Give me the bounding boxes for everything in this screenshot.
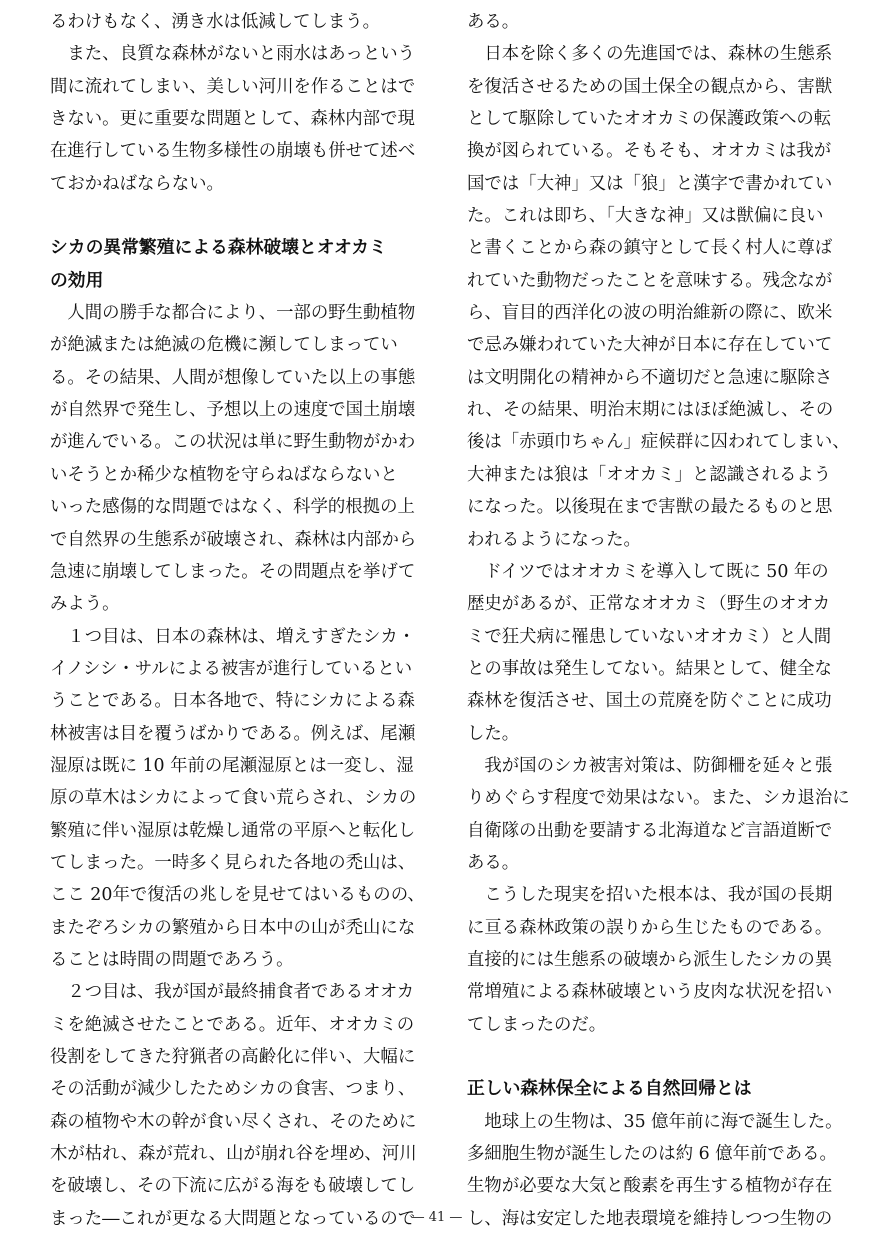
text-line: ドイツではオオカミを導入して既に 50 年の: [467, 561, 829, 582]
text-line: ておかねばならない。: [50, 173, 224, 194]
text-line: 人間の勝手な都合により、一部の野生動植物: [50, 303, 416, 324]
text-line: との事故は発生してない。結果として、健全な: [467, 658, 832, 679]
text-line: ら、盲目的西洋化の波の明治維新の際に、欧米: [467, 303, 833, 324]
text-line: を破壊し、その下流に広がる海をも破壊してし: [50, 1176, 416, 1197]
text-line: に亘る森林政策の誤りから生じたものである。: [467, 917, 833, 938]
text-line: 生物が必要な大気と酸素を再生する植物が存在: [467, 1176, 833, 1197]
text-line: うことである。日本各地で、特にシカによる森: [50, 691, 415, 712]
text-line: 日本を除く多くの先進国では、森林の生態系: [467, 44, 833, 65]
text-line: 原の草木はシカによって食い荒らされ、シカの: [50, 788, 417, 809]
text-line: 歴史があるが、正常なオオカミ（野生のオオカ: [467, 594, 831, 615]
text-line: 大神または狼は「オオカミ」と認識されるよう: [467, 464, 832, 485]
text-line: した。: [467, 723, 520, 744]
text-line: 後は「赤頭巾ちゃん」症候群に囚われてしまい、: [467, 432, 850, 453]
left-column: [50, 6, 425, 1235]
text-line: 我が国のシカ被害対策は、防御柵を延々と張: [467, 755, 833, 776]
page-number: — 41 —: [411, 1210, 463, 1225]
section-heading-line: シカの異常繁殖による森林破壊とオオカミ: [50, 237, 387, 259]
text-line: 間に流れてしまい、美しい河川を作ることはで: [50, 76, 416, 97]
text-line: てしまったのだ。: [467, 1014, 607, 1035]
text-line: こうした現実を招いた根本は、我が国の長期: [467, 885, 833, 906]
text-line: いそうとか稀少な植物を守らねばならないと: [50, 464, 398, 485]
text-line: またぞろシカの繁殖から日本中の山が禿山にな: [50, 917, 416, 938]
text-line: れていた動物だったことを意味する。残念なが: [467, 270, 833, 291]
text-line: ミを絶滅させたことである。近年、オオカミの: [50, 1014, 415, 1035]
text-line: また、良質な森林がないと雨水はあっという: [50, 44, 416, 65]
text-line: は文明開化の精神から不適切だと急速に駆除さ: [467, 367, 833, 388]
text-line: で自然界の生態系が破壊され、森林は内部から: [50, 529, 417, 550]
text-line: 森の植物や木の幹が食い尽くされ、そのために: [50, 1111, 417, 1132]
text-line: みよう。: [50, 594, 120, 615]
text-line: まった―これが更なる大問題となっているので: [50, 1208, 416, 1229]
text-line: になった。以後現在まで害獣の最たるものと思: [467, 497, 833, 518]
text-line: し、海は安定した地表環境を維持しつつ生物の: [467, 1208, 833, 1229]
text-line: ることは時間の問題であろう。: [50, 949, 294, 970]
text-line: 湿原は既に 10 年前の尾瀬湿原とは一変し、湿: [50, 755, 414, 776]
text-line: 直接的には生態系の破壊から派生したシカの異: [467, 949, 833, 970]
text-line: イノシシ・サルによる被害が進行しているとい: [50, 658, 413, 679]
text-line: 常増殖による森林破壊という皮肉な状況を招い: [467, 982, 833, 1003]
text-line: るわけもなく、湧き水は低減してしまう。: [50, 12, 381, 32]
text-line: が自然界で発生し、予想以上の速度で国土崩壊: [50, 400, 416, 421]
text-line: りめぐらす程度で効果はない。また、シカ退治に: [467, 788, 850, 809]
text-line: ミで狂犬病に罹患していないオオカミ）と人間: [467, 626, 832, 647]
text-line: きない。更に重要な問題として、森林内部で現: [50, 109, 415, 130]
text-line: れ、その結果、明治末期にはほぼ絶滅し、その: [467, 400, 834, 421]
text-line: 多細胞生物が誕生したのは約 6 億年前である。: [467, 1144, 837, 1165]
text-line: 換が図られている。そもそも、オオカミは我が: [467, 141, 832, 162]
text-line: が絶滅または絶滅の危機に瀕してしまってい: [50, 335, 398, 356]
text-line: 森林を復活させ、国土の荒廃を防ぐことに成功: [467, 691, 832, 712]
text-line: 繁殖に伴い湿原は乾燥し通常の平原へと転化し: [50, 820, 416, 841]
text-line: で忌み嫌われていた大神が日本に存在していて: [467, 335, 833, 356]
text-line: 役割をしてきた狩猟者の高齢化に伴い、大幅に: [50, 1047, 416, 1067]
text-line: いった感傷的な問題ではなく、科学的根拠の上: [50, 497, 415, 518]
text-line: る。その結果、人間が想像していた以上の事態: [50, 367, 416, 388]
text-line: 急速に崩壊してしまった。その問題点を挙げて: [50, 561, 416, 582]
text-line: 地球上の生物は、35 億年前に海で誕生した。: [467, 1111, 843, 1132]
text-line: ある。: [467, 852, 520, 873]
text-line: ２つ目は、我が国が最終捕食者であるオオカ: [50, 982, 415, 1003]
right-column: [467, 6, 850, 1235]
text-line: 木が枯れ、森が荒れ、山が崩れ谷を埋め、河川: [50, 1144, 417, 1165]
section-heading-line: の効用: [50, 269, 104, 291]
text-line: た。これは即ち、「大きな神」又は獣偏に良い: [467, 206, 824, 227]
text-line: 在進行している生物多様性の崩壊も併せて述べ: [50, 141, 416, 162]
text-line: 林被害は目を覆うばかりである。例えば、尾瀬: [50, 723, 416, 744]
text-line: を復活させるための国土保全の観点から、害獣: [467, 76, 833, 97]
text-line: と書くことから森の鎮守として長く村人に尊ば: [467, 238, 833, 259]
text-line: ある。: [467, 12, 520, 32]
text-line: として駆除していたオオカミの保護政策への転: [467, 109, 832, 130]
text-line: ここ 20年で復活の兆しを見せてはいるものの、: [50, 885, 425, 906]
text-line: 国では「大神」又は「狼」と漢字で書かれてい: [467, 173, 833, 194]
text-line: われるようになった。: [467, 529, 641, 550]
paragraph-gap: [50, 200, 412, 232]
text-line: 自衛隊の出動を要請する北海道など言語道断で: [467, 820, 833, 841]
section-heading-line: 正しい森林保全による自然回帰とは: [467, 1078, 752, 1100]
text-line: が進んでいる。この状況は単に野生動物がかわ: [50, 432, 416, 453]
text-line: １つ目は、日本の森林は、増えすぎたシカ・: [50, 626, 416, 647]
paragraph-gap: [467, 1041, 829, 1073]
text-line: てしまった。一時多く見られた各地の禿山は、: [50, 852, 416, 873]
text-line: その活動が減少したためシカの食害、つまり、: [50, 1079, 416, 1100]
